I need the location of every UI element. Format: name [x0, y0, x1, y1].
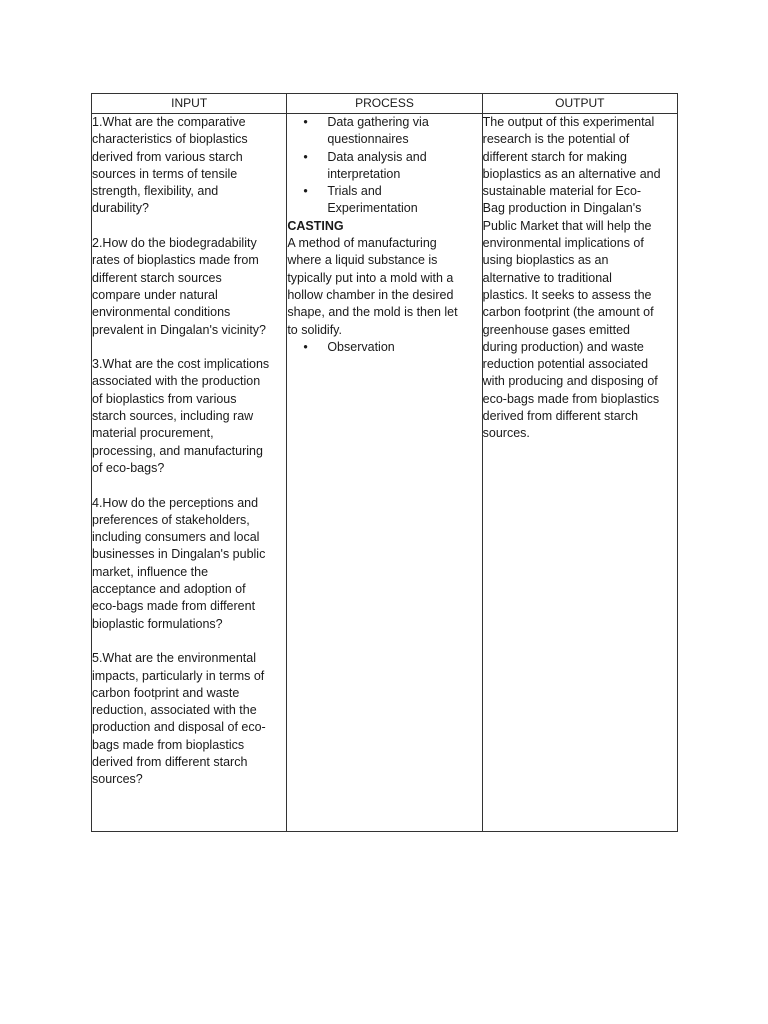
research-question-2: 2.How do the biodegradability rates of bioplastics made from different starch sources compare under natural environmental conditions prevalent in Dingalan's vicinity?	[92, 236, 267, 337]
research-question-3: 3.What are the cost implications associated with the production of bioplastics from various starch sources, including raw material procurement, processing, and manufacturing of eco-bags?	[92, 357, 270, 475]
process-bullet	[287, 183, 481, 218]
ipo-table	[91, 93, 678, 832]
process-bullet	[287, 339, 481, 356]
bullet-icon: •	[303, 184, 308, 199]
process-bullet-text: Data analysis and interpretation	[327, 149, 427, 181]
header-row	[92, 94, 678, 114]
header-process: PROCESS	[287, 94, 482, 114]
process-bullet-list	[287, 114, 481, 218]
process-bullet-text: Observation	[327, 339, 395, 354]
process-bullet	[287, 114, 481, 149]
research-question-5: 5.What are the environmental impacts, particularly in terms of carbon footprint and waste reduction, associated with the production and disposal of eco- bags made from bioplastics derived from different starch sources?	[92, 651, 266, 787]
process-bullet	[287, 149, 481, 184]
output-cell	[482, 114, 677, 832]
bullet-icon: •	[303, 149, 308, 164]
process-bullet-text: Trials and Experimentation	[327, 184, 418, 216]
process-bullet-text: Data gathering via questionnaires	[327, 115, 429, 147]
bullet-icon: •	[303, 339, 308, 354]
casting-heading: CASTING	[287, 218, 344, 233]
output-description: The output of this experimental research is the potential of different starch for making bioplastics as an alternative and sustainable material for Eco- Bag production in Dingalan's Public Market that will help the environmental implications of using bioplastics as an alternative to traditional plastics. It seeks to assess the carbon footprint (the amount of greenhouse gases emitted during production) and waste reduction potential associated with producing and disposing of eco-bags made from bioplastics derived from different starch sources.	[482, 115, 661, 441]
header-output: OUTPUT	[482, 94, 677, 114]
process-cell	[287, 114, 482, 832]
bullet-icon: •	[303, 115, 308, 129]
input-cell	[92, 114, 287, 832]
header-input: INPUT	[92, 94, 287, 114]
process-final-bullet-list	[287, 339, 481, 356]
casting-description: A method of manufacturing where a liquid substance is typically put into a mold with a hollow chamber in the desired shape, and the mold is then let to solidify.	[287, 236, 458, 337]
research-question-1: 1.What are the comparative characteristics of bioplastics derived from various starch sources in terms of tensile strength, flexibility, and durability?	[92, 115, 248, 216]
research-question-4: 4.How do the perceptions and preferences of stakeholders, including consumers and local businesses in Dingalan's public market, influence the acceptance and adoption of eco-bags made from different bioplastic formulations?	[92, 495, 266, 631]
body-row	[92, 114, 678, 832]
